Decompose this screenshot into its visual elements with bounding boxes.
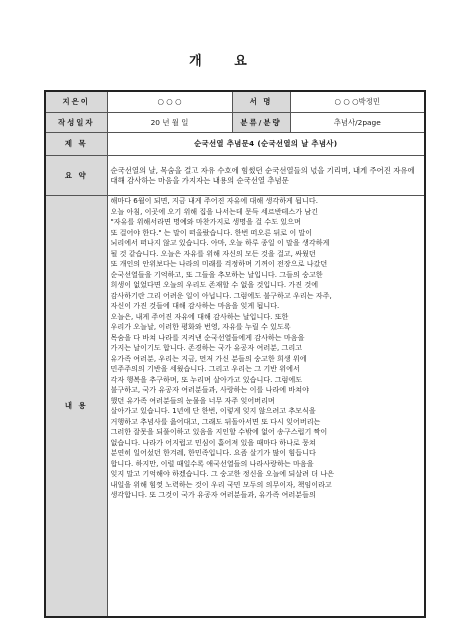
content-line: 살아가고 있습니다. 1년에 단 한번, 이렇게 잊지 않으려고 추모식을 bbox=[110, 406, 316, 415]
signature-label: 서 명 bbox=[232, 91, 290, 113]
content-line: 희생이 없었다면 오늘의 우리도 존재할 수 없을 것입니다. 가진 것에 bbox=[110, 280, 319, 289]
content-line: 오늘은, 내게 주어진 자유에 대해 감사하는 날입니다. 또한 bbox=[110, 311, 289, 321]
date-label: 작성일자 bbox=[45, 113, 107, 133]
summary-value: 순국선열의 날, 목숨을 걸고 자유 수호에 힘썼던 순국선열들의 넋을 기리며, 내게 주어진 자유에 대해 감사하는 마음을 가지자는 내용의 순국선열 추념문 bbox=[107, 156, 425, 196]
content-line: 또 개인의 안위보다는 나라의 미래를 걱정하며 기꺼이 전장으로 나갔던 bbox=[110, 259, 328, 268]
author-value: ○ ○ ○ bbox=[107, 91, 232, 113]
summary-label: 요 약 bbox=[45, 156, 107, 196]
content-line: 또 걸어야 한다." 는 말이 떠올랐습니다. 한번 떠오른 뒤로 이 말이 bbox=[110, 227, 313, 237]
subject-value: 순국선열 추념문4 (순국선열의 날 추념사) bbox=[107, 133, 425, 156]
content-line: 합니다. 하지만, 이럴 때일수록 애국선열들의 나라사랑하는 마음을 bbox=[110, 458, 314, 468]
content-line: 잊지 말고 기억해야 하겠습니다. 그 숭고한 정신을 오늘에 되살려 더 나은 bbox=[110, 469, 335, 478]
category-value: 추념사/2page bbox=[290, 113, 425, 133]
content-line: 목숨을 다 바쳐 나라를 지켜낸 순국선열들에게 감사하는 마음을 bbox=[110, 332, 305, 342]
author-label: 지은이 bbox=[45, 91, 107, 113]
author-row bbox=[45, 91, 425, 113]
content-line: 거행하고 추념사를 읊어대고, 그래도 뒤돌아서면 또 다시 잊어버리는 bbox=[110, 416, 321, 426]
content-label: 내 용 bbox=[45, 196, 107, 618]
content-line: 불구하고, 국가 유공자 여러분들과, 사랑하는 이를 나라에 바쳐야 bbox=[110, 385, 309, 394]
summary-row bbox=[45, 156, 425, 196]
signature-value: ○ ○ ○박정민 bbox=[290, 91, 425, 113]
date-row bbox=[45, 113, 425, 133]
content-line: 각자 행복을 추구하며, 또 누리며 살아가고 있습니다. 그럼에도 bbox=[110, 374, 303, 384]
content-line: 가지는 날이기도 합니다. 존경하는 국가 유공자 여러분, 그리고 bbox=[110, 343, 303, 352]
overview-form bbox=[44, 90, 426, 618]
content-line: 우리가 오늘날, 이러한 평화와 번영, 자유를 누릴 수 있도록 bbox=[110, 322, 291, 331]
content-line: 했던 유가족 여러분들의 눈물을 너무 자주 잊어버리며 bbox=[110, 395, 275, 405]
subject-label: 제 목 bbox=[45, 133, 107, 156]
content-line: 유가족 여러분, 우리는 지금, 먼저 가신 분들의 숭고한 희생 위에 bbox=[110, 353, 307, 363]
content-line: "자유를 위해서라면 명예와 마찬가지로 생명을 걸 수도 있으며 bbox=[110, 217, 301, 226]
content-line: 그러한 잘못을 되풀이하고 있음을 지인할 수밖에 없어 송구스럽기 짝이 bbox=[110, 427, 328, 436]
content-line: 오늘 아침, 이곳에 오기 위해 집을 나서는데 문득 세르반테스가 남긴 bbox=[110, 206, 319, 216]
subject-row bbox=[45, 133, 425, 156]
content-line: 자신이 가진 것들에 대해 감사하는 마음을 잊게 됩니다. bbox=[110, 301, 280, 310]
date-value: 20 년 월 일 bbox=[107, 113, 232, 133]
content-line: 분연히 일어섰던 한겨레, 한민족입니다. 요즘 살기가 많이 힘듭니다 bbox=[110, 448, 316, 457]
content-line: 민주주의의 기반을 세웠습니다. 그리고 우리는 그 기반 위에서 bbox=[110, 364, 300, 373]
category-label: 분류/분량 bbox=[232, 113, 290, 133]
content-row bbox=[45, 196, 425, 618]
content-line: 감사하기란 그리 어려운 일이 아닙니다. 그럼에도 불구하고 우리는 자주, bbox=[110, 290, 332, 300]
content-line: 뇌리에서 떠나지 않고 있습니다. 아마, 오늘 하루 종일 이 말을 생각하게 bbox=[110, 238, 330, 247]
content-line: 생각합니다. 또 그것이 국가 유공자 여러분들과, 유가족 여러분들의 bbox=[110, 490, 316, 499]
content-line: 순국선열들을 기억하고, 또 그들을 추모하는 날입니다. 그들의 숭고한 bbox=[110, 269, 323, 279]
content-line: 될 것 같습니다. 오늘은 자유를 위해 자신의 모든 것을 걸고, 싸웠던 bbox=[110, 248, 316, 258]
document-title: 개 요 bbox=[189, 54, 261, 69]
content-line: 없습니다. 나라가 어지럽고 민심이 흩어져 있을 때마다 하나로 뭉쳐 bbox=[110, 437, 316, 447]
content-line: 해마다 6월이 되면, 지금 내게 주어진 자유에 대해 생각하게 됩니다. bbox=[110, 196, 318, 205]
content-body bbox=[107, 196, 425, 618]
content-line: 내일을 위해 힘껏 노력하는 것이 우리 국민 모두의 의무이자, 책임이라고 bbox=[110, 479, 332, 489]
